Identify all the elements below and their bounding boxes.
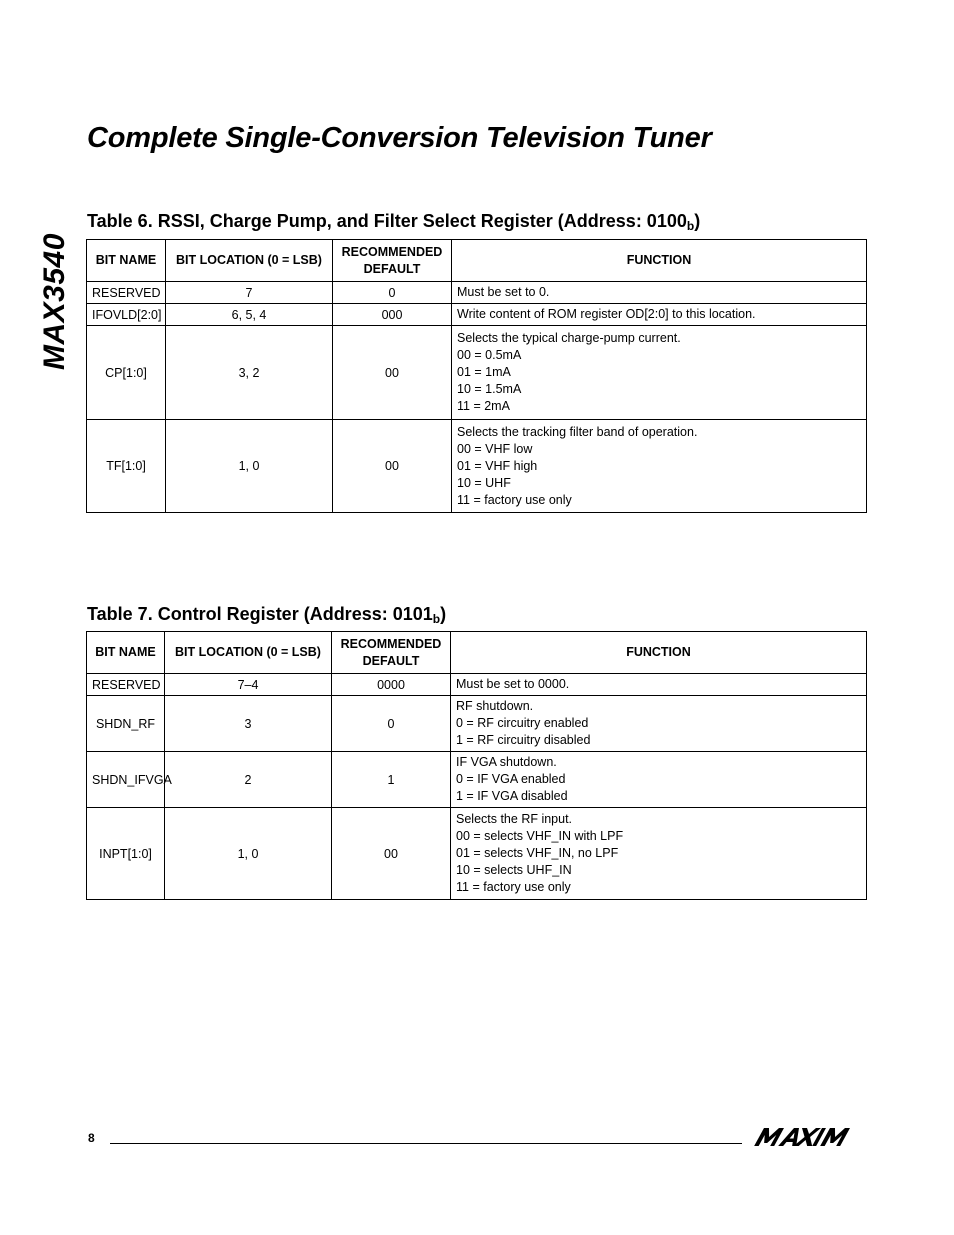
table-row (87, 674, 867, 696)
cell-bit-location: 6, 5, 4 (166, 304, 333, 326)
cell-function (451, 674, 867, 696)
header-bit-location: BIT LOCATION (0 = LSB) (165, 632, 332, 674)
cell-function (452, 420, 867, 513)
cell-default: 00 (333, 420, 452, 513)
caption-subscript: b (686, 219, 695, 233)
function-line: 10 = selects UHF_IN (456, 863, 572, 877)
function-line: Selects the RF input. (456, 812, 573, 826)
function-line: 01 = selects VHF_IN, no LPF (456, 846, 619, 860)
cell-bit-name: TF[1:0] (87, 420, 166, 513)
function-line: 11 = 2mA (457, 399, 510, 413)
part-number-side-label: MAX3540 (38, 233, 71, 370)
function-line: IF VGA shutdown. (456, 755, 557, 769)
cell-function (452, 326, 867, 420)
header-recommended-default: RECOMMENDED DEFAULT (332, 632, 451, 674)
function-line: 00 = selects VHF_IN with LPF (456, 829, 624, 843)
function-line: 01 = 1mA (457, 365, 511, 379)
cell-function (451, 696, 867, 752)
cell-default: 0 (333, 282, 452, 304)
cell-default: 0 (332, 696, 451, 752)
cell-bit-location: 3, 2 (166, 326, 333, 420)
cell-bit-location: 3 (165, 696, 332, 752)
cell-bit-name: SHDN_IFVGA (87, 752, 165, 808)
cell-bit-name: RESERVED (87, 674, 165, 696)
cell-bit-location: 7 (166, 282, 333, 304)
header-bit-name: BIT NAME (87, 240, 166, 282)
cell-bit-name: SHDN_RF (87, 696, 165, 752)
function-line: 1 = IF VGA disabled (456, 789, 568, 803)
header-bit-location: BIT LOCATION (0 = LSB) (166, 240, 333, 282)
header-recommended-default: RECOMMENDED DEFAULT (333, 240, 452, 282)
cell-bit-location: 1, 0 (165, 808, 332, 900)
cell-bit-location: 7–4 (165, 674, 332, 696)
caption-text: Table 7. Control Register (Address: 0101 (87, 604, 433, 624)
function-line: 00 = 0.5mA (457, 348, 522, 362)
function-line: Must be set to 0. (457, 285, 550, 299)
function-line: 10 = UHF (457, 475, 511, 490)
table-row (87, 696, 867, 752)
table-row (87, 282, 867, 304)
function-line: RF shutdown. (456, 699, 534, 713)
function-line: Selects the typical charge-pump current. (457, 331, 681, 345)
table-row (87, 752, 867, 808)
maxim-logo (754, 1128, 862, 1146)
cell-bit-name: RESERVED (87, 282, 166, 304)
cell-bit-name: CP[1:0] (87, 326, 166, 420)
cell-default: 000 (333, 304, 452, 326)
function-line: 0 = RF circuitry enabled (456, 716, 589, 730)
cell-function (451, 752, 867, 808)
function-line: Must be set to 0000. (456, 677, 570, 691)
cell-default: 00 (333, 326, 452, 420)
function-line: 11 = factory use only (456, 880, 571, 894)
table-7-caption (87, 604, 446, 626)
function-line: 0 = IF VGA enabled (456, 772, 566, 786)
cell-bit-name: INPT[1:0] (87, 808, 165, 900)
header-function: FUNCTION (451, 632, 867, 674)
table-6 (86, 239, 867, 513)
caption-close: ) (440, 604, 447, 624)
table-row (87, 304, 867, 326)
caption-subscript: b (432, 612, 441, 626)
function-line: 00 = VHF low (457, 441, 533, 456)
caption-text: Table 6. RSSI, Charge Pump, and Filter Select Register (Address: 0100 (87, 211, 687, 231)
cell-bit-name: IFOVLD[2:0] (87, 304, 166, 326)
document-title: Complete Single-Conversion Television Tuner (87, 122, 712, 154)
cell-function (451, 808, 867, 900)
cell-default: 00 (332, 808, 451, 900)
table-row (87, 326, 867, 420)
header-function: FUNCTION (452, 240, 867, 282)
cell-bit-location: 2 (165, 752, 332, 808)
cell-default: 1 (332, 752, 451, 808)
caption-close: ) (694, 211, 701, 231)
table-6-caption (87, 211, 700, 233)
cell-bit-location: 1, 0 (166, 420, 333, 513)
cell-function (452, 304, 867, 326)
function-line: 11 = factory use only (457, 492, 572, 507)
footer-rule (110, 1143, 742, 1144)
table-row (87, 808, 867, 900)
function-line: 1 = RF circuitry disabled (456, 733, 591, 747)
table-7 (86, 631, 867, 900)
cell-function (452, 282, 867, 304)
function-line: 10 = 1.5mA (457, 382, 522, 396)
header-bit-name: BIT NAME (87, 632, 165, 674)
function-line: 01 = VHF high (457, 458, 538, 473)
page-number: 8 (88, 1131, 95, 1145)
table-row (87, 420, 867, 513)
function-line: Write content of ROM register OD[2:0] to this location. (457, 307, 756, 321)
function-line: Selects the tracking filter band of operation. (457, 424, 698, 439)
cell-default: 0000 (332, 674, 451, 696)
